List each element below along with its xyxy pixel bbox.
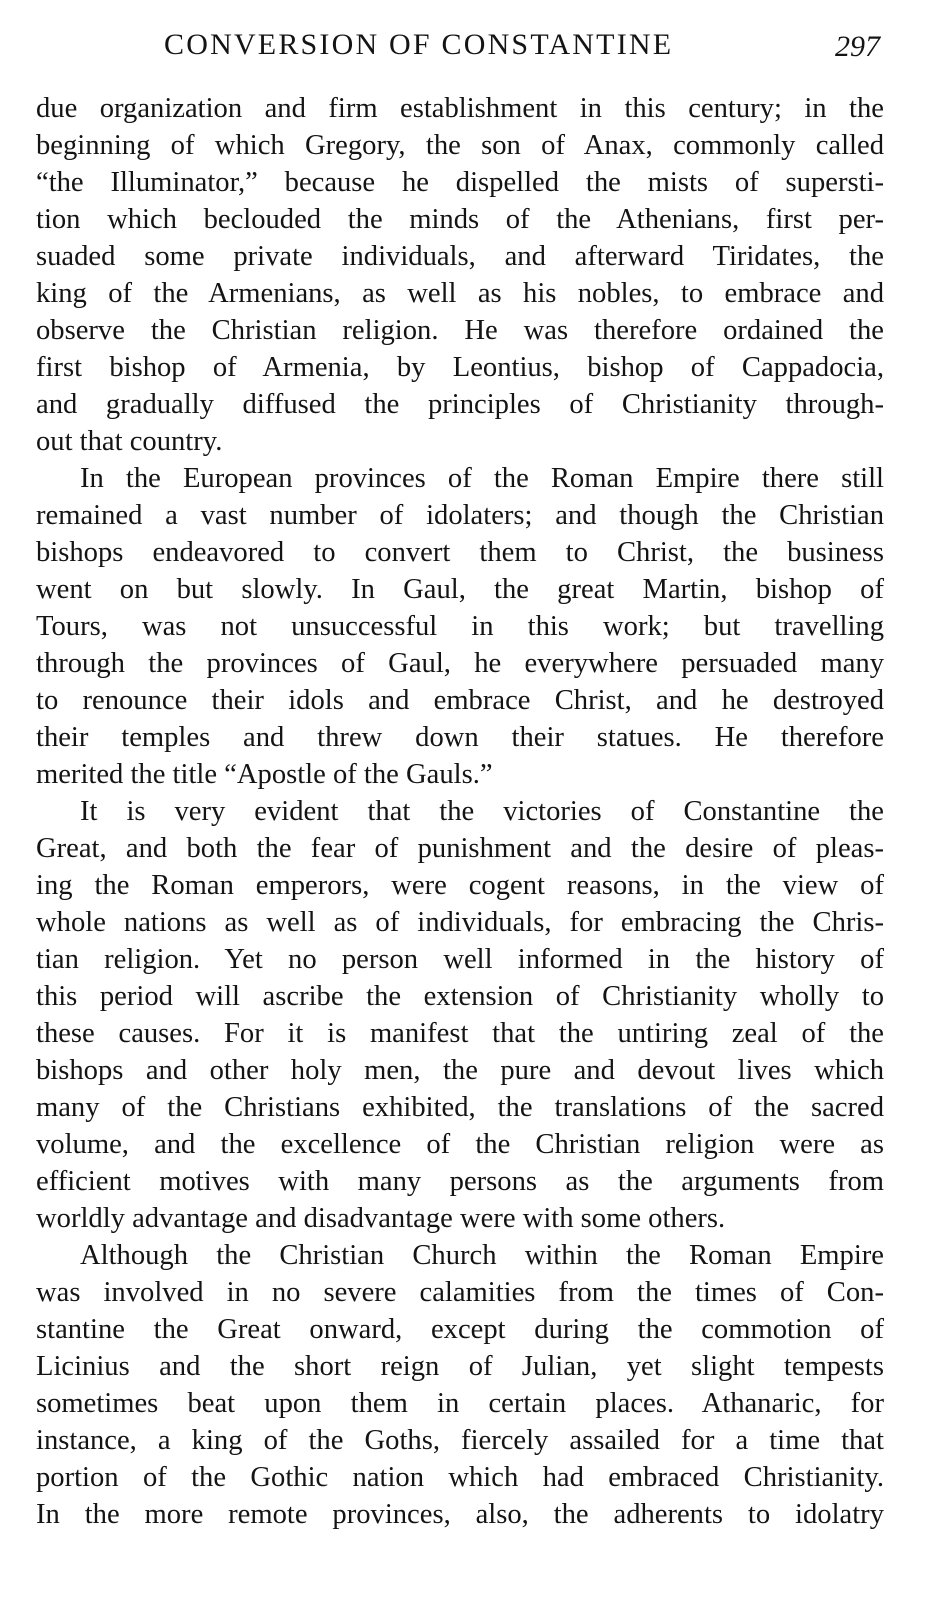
running-title: CONVERSION OF CONSTANTINE <box>164 28 674 61</box>
text-line: tion which beclouded the minds of the Athenians, first per- <box>36 204 884 235</box>
text-line: Tours, was not unsuccessful in this work; but travelling <box>36 611 884 642</box>
text-line: king of the Armenians, as well as his nobles, to embrace and <box>36 278 884 309</box>
text-line: observe the Christian religion. He was therefore ordained the <box>36 315 884 346</box>
text-line: merited the title “Apostle of the Gauls.” <box>36 759 493 790</box>
text-line: In the European provinces of the Roman Empire there still <box>80 463 884 494</box>
text-line: bishops endeavored to convert them to Christ, the business <box>36 537 884 568</box>
text-line: beginning of which Gregory, the son of Anax, commonly called <box>36 130 884 161</box>
text-line: volume, and the excellence of the Christian religion were as <box>36 1129 884 1160</box>
text-line: instance, a king of the Goths, fiercely assailed for a time that <box>36 1425 884 1456</box>
text-line: Great, and both the fear of punishment and the desire of pleas- <box>36 833 884 864</box>
text-line: portion of the Gothic nation which had embraced Christianity. <box>36 1462 884 1493</box>
text-line: Licinius and the short reign of Julian, yet slight tempests <box>36 1351 884 1382</box>
paragraph <box>36 793 884 1237</box>
text-line: this period will ascribe the extension of Christianity wholly to <box>36 981 884 1012</box>
text-line: first bishop of Armenia, by Leontius, bishop of Cappadocia, <box>36 352 884 383</box>
text-line: due organization and firm establishment in this century; in the <box>36 93 884 124</box>
paragraph <box>36 90 884 460</box>
text-line: bishops and other holy men, the pure and devout lives which <box>36 1055 884 1086</box>
text-line: Although the Christian Church within the Roman Empire <box>80 1240 884 1271</box>
text-line: It is very evident that the victories of Constantine the <box>80 796 884 827</box>
text-line: was involved in no severe calamities from the times of Con- <box>36 1277 884 1308</box>
text-line: many of the Christians exhibited, the translations of the sacred <box>36 1092 884 1123</box>
body-text <box>36 90 884 1533</box>
text-line: these causes. For it is manifest that the untiring zeal of the <box>36 1018 884 1049</box>
text-line: “the Illuminator,” because he dispelled the mists of supersti- <box>36 167 884 198</box>
text-line: sometimes beat upon them in certain places. Athanaric, for <box>36 1388 884 1419</box>
text-line: worldly advantage and disadvantage were with some others. <box>36 1203 726 1234</box>
text-line: stantine the Great onward, except during the commotion of <box>36 1314 884 1345</box>
running-head <box>36 0 884 90</box>
paragraph <box>36 460 884 793</box>
text-line: ing the Roman emperors, were cogent reasons, in the view of <box>36 870 884 901</box>
book-page <box>36 0 884 1533</box>
text-line: tian religion. Yet no person well informed in the history of <box>36 944 884 975</box>
text-line: suaded some private individuals, and afterward Tiridates, the <box>36 241 884 272</box>
text-line: to renounce their idols and embrace Christ, and he destroyed <box>36 685 884 716</box>
text-line: out that country. <box>36 426 223 457</box>
text-line: through the provinces of Gaul, he everywhere persuaded many <box>36 648 884 679</box>
text-line: went on but slowly. In Gaul, the great Martin, bishop of <box>36 574 884 605</box>
paragraph <box>36 1237 884 1533</box>
text-line: efficient motives with many persons as the arguments from <box>36 1166 884 1197</box>
text-line: and gradually diffused the principles of Christianity through- <box>36 389 884 420</box>
text-line: whole nations as well as of individuals, for embracing the Chris- <box>36 907 884 938</box>
text-line: remained a vast number of idolaters; and though the Christian <box>36 500 884 531</box>
text-line: their temples and threw down their statues. He therefore <box>36 722 884 753</box>
text-line: In the more remote provinces, also, the adherents to idolatry <box>36 1499 884 1530</box>
page-number: 297 <box>835 30 880 63</box>
